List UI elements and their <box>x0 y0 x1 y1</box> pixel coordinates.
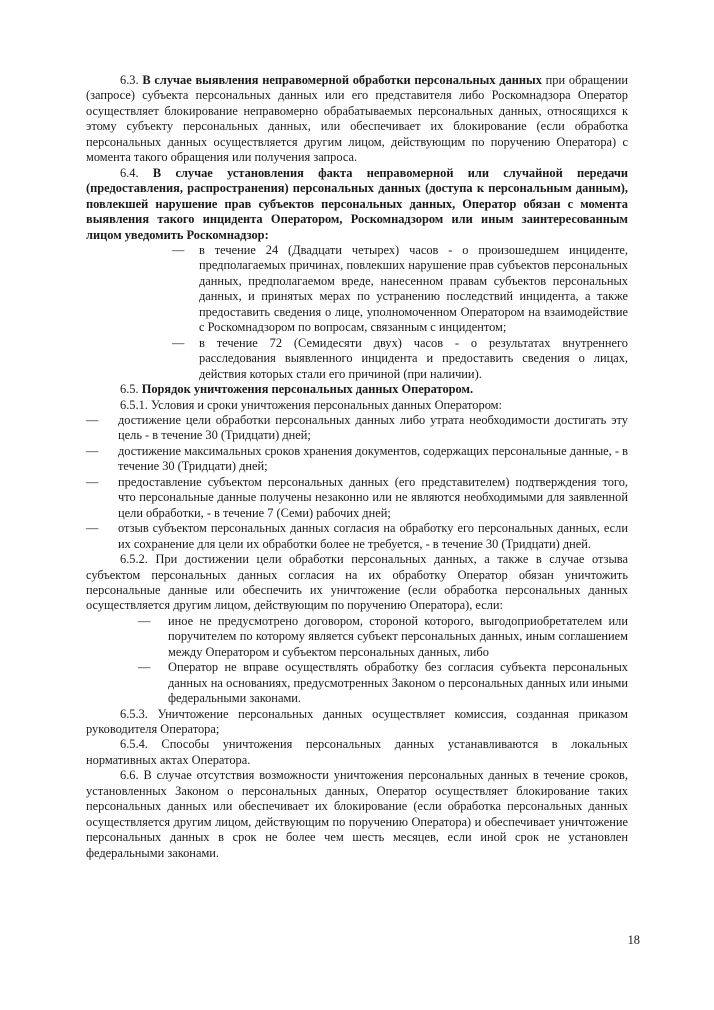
paragraph-6-6 <box>86 768 628 861</box>
paragraph-6-5-1-text: Условия и сроки уничтожения персональных данных Оператором: <box>147 397 502 412</box>
list-item-text: предоставление субъектом персональных данных (его представителем) подтверждения того, что персональные данные получены незаконно или не являются необходимыми для заявленной цели обработки, - в течение 7 (Семи) рабочих дней; <box>118 474 628 520</box>
paragraph-6-3-text: при обращении (запросе) субъекта персональных данных или его представителя либо Роскомнадзора Оператор осуществляет блокирование неправомерно обрабатываемых персональных данных, относящихся к этому субъекту персональных данных, или обеспечивает их блокирование (если обработка персональных данных осуществляется другим лицом, действующим по поручению Оператора) с момента такого обращения или получения запроса. <box>86 73 629 165</box>
list-item-text: достижение цели обработки персональных данных либо утрата необходимости достигать эту цель - в течение 30 (Тридцати) дней; <box>118 412 628 443</box>
paragraph-6-5-3 <box>86 707 628 738</box>
paragraph-6-3 <box>86 73 628 166</box>
list-item <box>86 336 628 382</box>
list-item <box>86 614 628 660</box>
paragraph-6-5-4 <box>86 737 628 768</box>
heading-6-5-title: Порядок уничтожения персональных данных Оператором. <box>141 382 474 397</box>
paragraph-6-5-3-text: Уничтожение персональных данных осуществляет комиссия, созданная приказом руководителя Оператора; <box>86 706 628 737</box>
em-dash-bullet-icon: — <box>86 474 98 489</box>
paragraph-6-5-3-number: 6.5.3. <box>120 706 148 721</box>
list-item <box>86 444 628 475</box>
paragraph-6-5-2 <box>86 552 628 614</box>
paragraph-6-5-2-text: При достижении цели обработки персональных данных, а также в случае отзыва субъектом персональных данных согласия на их обработку Оператор обязан уничтожить персональные данные или обеспечить их уничтожение (если обработка персональных данных осуществляется другим лицом, действующим по поручению Оператора), если: <box>86 552 628 613</box>
list-item <box>86 413 628 444</box>
em-dash-bullet-icon: — <box>86 521 98 536</box>
em-dash-bullet-icon: — <box>138 613 150 628</box>
list-item <box>86 660 628 706</box>
paragraph-6-5-4-number: 6.5.4. <box>120 737 148 752</box>
paragraph-6-5-1-number: 6.5.1. <box>120 397 148 412</box>
paragraph-6-5-1 <box>86 398 628 413</box>
paragraph-6-6-text: В случае отсутствия возможности уничтожения персональных данных в течение сроков, установленных Законом о персональных данных, Оператор осуществляет блокирование таких персональных данных или обеспечивает их блокирование (если обработка персональных данных осуществляется другим лицом, действующим по поручению Оператора) и обеспечивает уничтожение персональных данных в срок не более чем шесть месяцев, если иной срок не установлен федеральными законами. <box>86 768 628 860</box>
paragraph-6-4 <box>86 166 628 243</box>
page-number: 18 <box>627 933 640 947</box>
em-dash-bullet-icon: — <box>86 443 98 458</box>
list-item <box>86 243 628 336</box>
paragraph-6-5-4-text: Способы уничтожения персональных данных устанавливаются в локальных нормативных актах Оператора. <box>86 737 628 767</box>
list-item-text: в течение 24 (Двадцати четырех) часов - о произошедшем инциденте, предполагаемых причинах, повлекших нарушение прав субъектов персональных данных, предполагаемом вреде, нанесенном правам субъектов персональных данных, и принятых мерах по устранению последствий инцидента, а также предоставить сведения о лице, уполномоченном Оператором на взаимодействие с Роскомнадзором по вопросам, связанным с инцидентом; <box>199 242 628 335</box>
list-6-5-1 <box>86 413 628 552</box>
em-dash-bullet-icon: — <box>172 242 184 257</box>
list-item-text: Оператор не вправе осуществлять обработку без согласия субъекта персональных данных на основаниях, предусмотренных Законом о персональных данных или иными федеральными законами. <box>168 660 628 706</box>
list-6-4 <box>86 243 628 382</box>
paragraph-6-4-bold-lead: В случае установления факта неправомерной или случайной передачи (предоставления, распространения) персональных данных (доступа к персональным данным), повлекшей нарушение прав субъектов персональных данных, Оператор обязан с момента выявления такого инцидента Оператором, Роскомнадзором или иным заинтересованным лицом уведомить Роскомнадзор: <box>86 165 628 242</box>
paragraph-6-6-number: 6.6. <box>120 768 139 783</box>
paragraph-6-5-2-number: 6.5.2. <box>120 552 148 567</box>
heading-6-5 <box>86 382 628 397</box>
heading-6-5-number: 6.5. <box>120 382 139 397</box>
paragraph-6-3-number: 6.3. <box>120 73 139 87</box>
list-item-text: иное не предусмотрено договором, стороной которого, выгодоприобретателем или поручителем по которому является субъект персональных данных, иным соглашением между Оператором и субъектом персональных данных, либо <box>168 613 628 659</box>
list-item <box>86 475 628 521</box>
list-item <box>86 521 628 552</box>
paragraph-6-3-bold-lead: В случае выявления неправомерной обработки персональных данных <box>142 73 542 87</box>
em-dash-bullet-icon: — <box>86 412 98 427</box>
paragraph-6-4-number: 6.4. <box>120 165 139 180</box>
list-6-5-2 <box>86 614 628 707</box>
list-item-text: отзыв субъектом персональных данных согласия на обработку его персональных данных, если их сохранение для цели их обработки более не требуется, - в течение 30 (Тридцати) дней. <box>118 521 628 551</box>
document-body <box>86 73 628 861</box>
list-item-text: в течение 72 (Семидесяти двух) часов - о результатах внутреннего расследования выявленного инцидента и предоставить сведения о лицах, действия которых стали его причиной (при наличии). <box>199 335 628 381</box>
em-dash-bullet-icon: — <box>138 660 150 675</box>
list-item-text: достижение максимальных сроков хранения документов, содержащих персональные данные, - в течение 30 (Тридцати) дней; <box>118 443 628 474</box>
em-dash-bullet-icon: — <box>172 335 184 350</box>
